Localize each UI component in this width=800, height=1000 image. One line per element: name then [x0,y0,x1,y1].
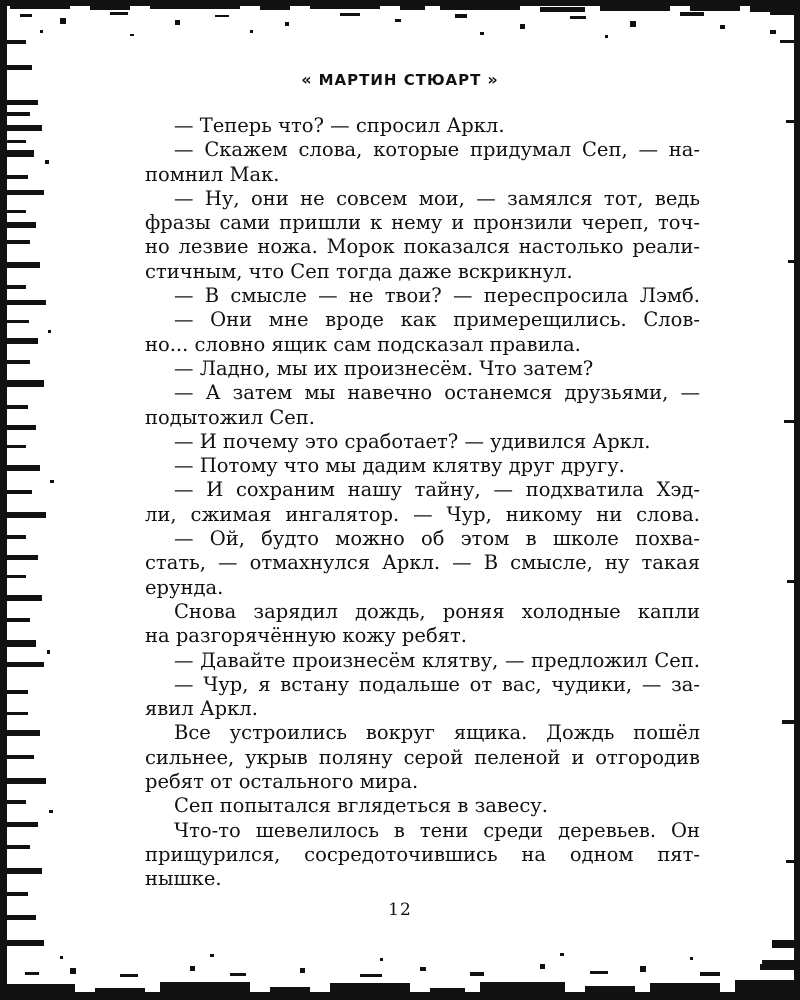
running-header [0,70,800,89]
ornament-left: « [301,70,313,89]
page-number: 12 [388,900,412,920]
text-line: Снова зарядил дождь, роняя холодные капли [174,599,700,623]
text-line: Все устроились вокруг ящика. Дождь пошёл [174,721,700,745]
text-line: — Чур, я встану подальше от вас, чудики, — за- [174,672,700,696]
book-author-title: МАРТИН СТЮАРТ [318,71,482,89]
text-line: но лезвие ножа. Морок показался настолько реали- [145,235,700,259]
text-line: — Ну, они не совсем мои, — замялся тот, ведь [174,186,700,210]
grunge-border-right [742,0,800,1000]
text-line: ребят от остального мира. [145,770,419,794]
body-text [145,114,700,892]
text-line: — Ой, будто можно об этом в школе похва- [174,527,700,551]
text-line: — И сохраним нашу тайну, — подхватила Хэд- [174,478,700,502]
text-line: — Потому что мы дадим клятву друг другу. [174,454,625,478]
text-line: сильнее, укрыв поляну серой пеленой и отгородив [145,745,700,769]
text-line: стать, — отмахнулся Аркл. — В смысле, ну такая [145,551,700,575]
text-line: фразы сами пришли к нему и пронзили череп, точ- [145,211,700,235]
text-line: Что-то шевелилось в тени среди деревьев. Он [174,818,700,842]
text-line: Сеп попытался вглядеться в завесу. [174,794,548,818]
text-line: — Давайте произнесём клятву, — предложил Сеп. [174,648,700,672]
text-line: ли, сжимая ингалятор. — Чур, никому ни слова. [145,502,700,526]
text-line: стичным, что Сеп тогда даже вскрикнул. [145,259,573,283]
text-line: нышке. [145,867,222,891]
grunge-border-top [0,0,800,58]
text-line: — Скажем слова, которые придумал Сеп, — на- [174,138,700,162]
grunge-border-bottom [0,938,800,1000]
text-line: — В смысле — не твои? — переспросила Лэмб. [174,284,700,308]
text-line: подытожил Сеп. [145,405,315,429]
text-line: явил Аркл. [145,697,258,721]
text-line: — Они мне вроде как примерещились. Слов- [174,308,700,332]
text-line: но... словно ящик сам подсказал правила. [145,332,581,356]
text-line: прищурился, сосредоточившись на одном пят- [145,842,700,866]
text-line: — А затем мы навечно останемся друзьями, — [174,381,700,405]
text-line: — И почему это сработает? — удивился Аркл. [174,429,651,453]
text-line: помнил Мак. [145,162,280,186]
grunge-border-left [0,0,62,1000]
ornament-right: » [487,70,499,89]
text-line: на разгорячённую кожу ребят. [145,624,467,648]
text-line: — Теперь что? — спросил Аркл. [174,114,505,137]
text-line: — Ладно, мы их произнесём. Что затем? [174,356,594,380]
text-line: ерунда. [145,575,224,599]
